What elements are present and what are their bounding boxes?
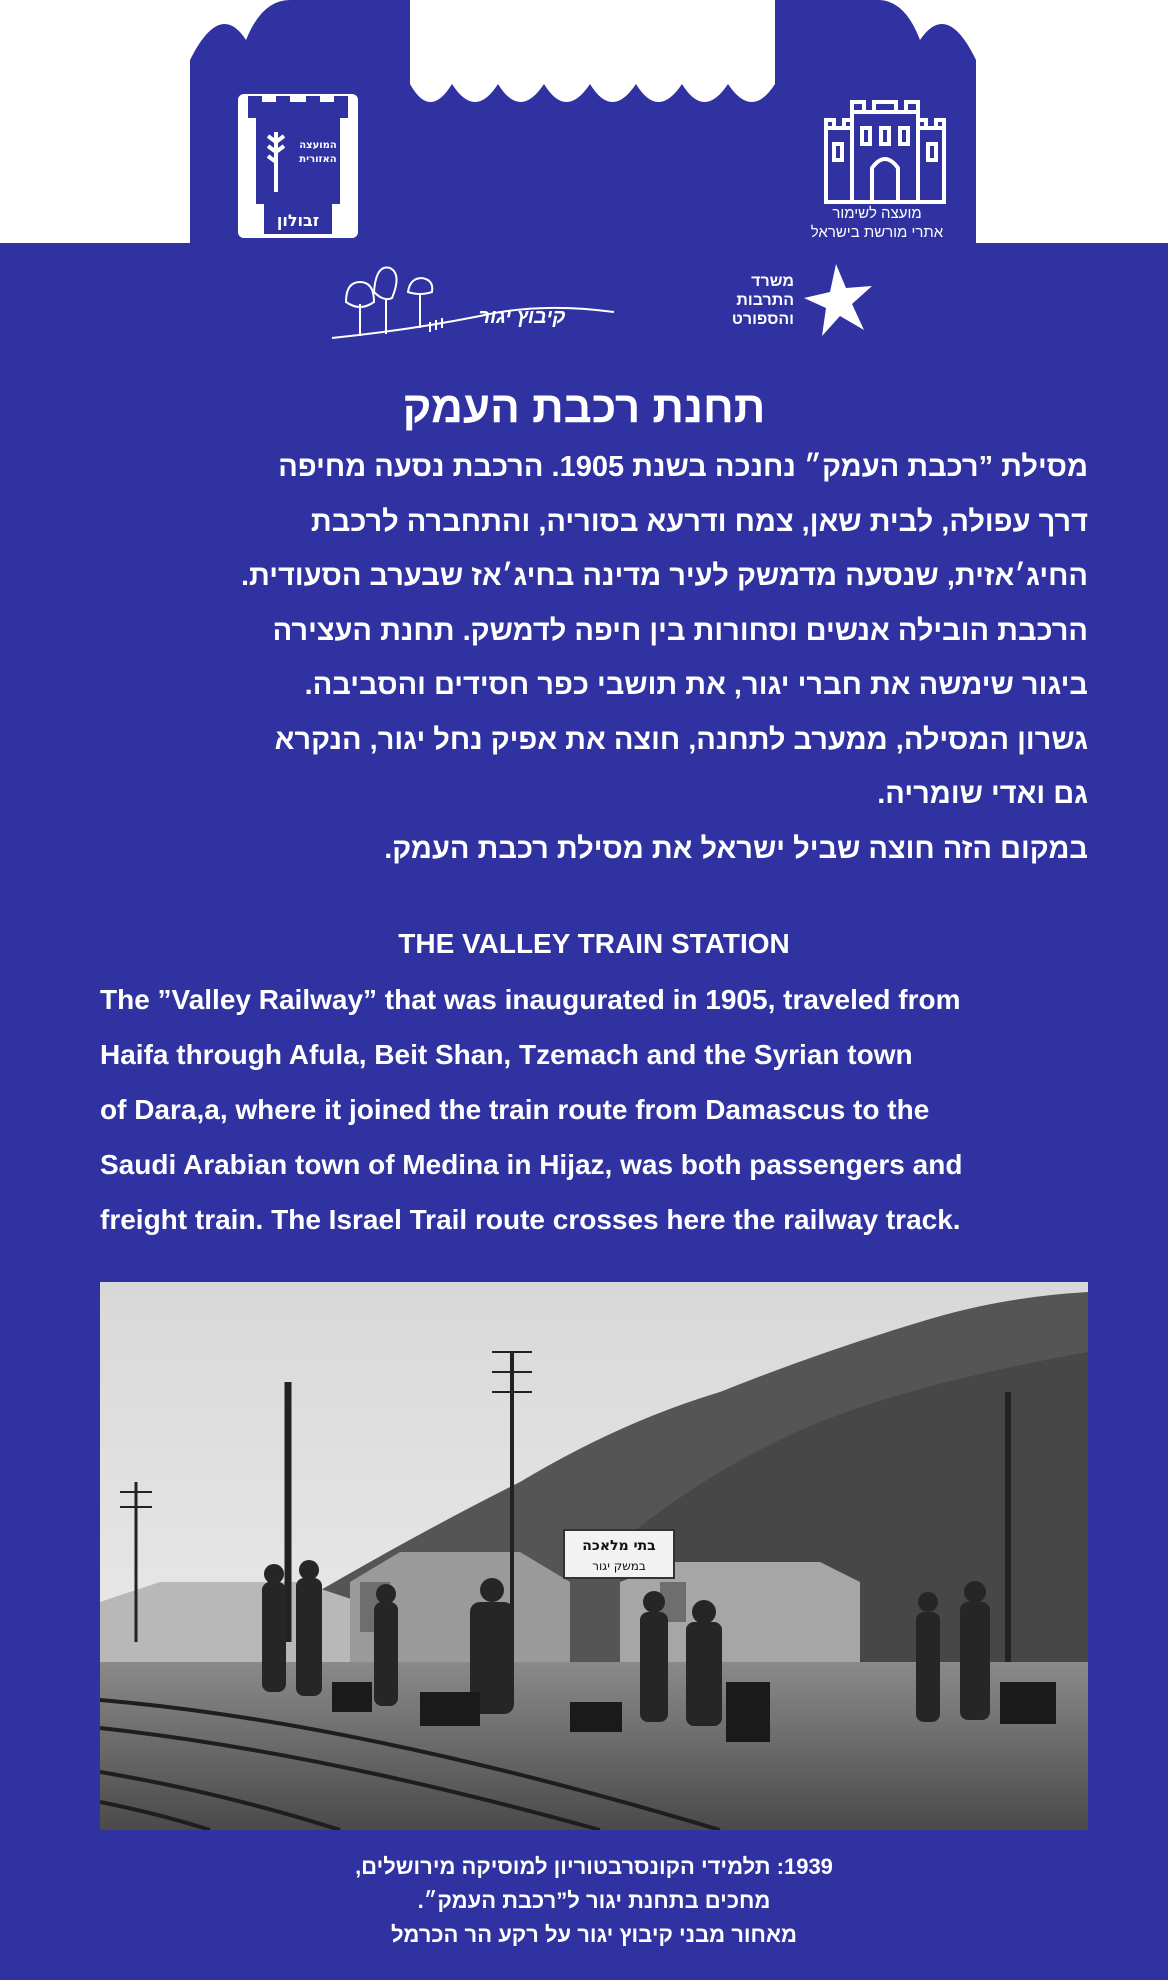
building-icon — [826, 102, 944, 202]
english-line: The ”Valley Railway” that was inaugurated in 1905, traveled from — [100, 984, 961, 1015]
star-icon — [804, 264, 872, 336]
heritage-caption — [790, 204, 964, 242]
hebrew-line: החיג׳אזית, שנסעה מדמשק לעיר מדינה בחיג׳אז שבערב הסעודית. — [241, 560, 1088, 592]
yagur-name: קיבוץ יגור — [478, 306, 566, 328]
zvulun-line1: המועצה — [299, 140, 337, 151]
english-line: Haifa through Afula, Beit Shan, Tzemach and the Syrian town — [100, 1039, 913, 1070]
caption-line: מאחור מבני קיבוץ יגור על רקע הר הכרמל — [391, 1922, 797, 1947]
zvulun-name: זבולון — [276, 211, 320, 230]
english-body — [100, 972, 1090, 1247]
english-title: THE VALLEY TRAIN STATION — [398, 928, 790, 959]
ministry-line2: התרבות — [736, 292, 794, 309]
ministry-line3: והספורט — [731, 311, 794, 328]
heritage-line2: אתרי מורשת בישראל — [810, 224, 944, 241]
heritage-logo — [820, 98, 950, 208]
zvulun-logo — [236, 92, 360, 240]
zvulun-line2: האזורית — [299, 154, 337, 165]
hebrew-line: ביגור שימשה את חברי יגור, את תושבי כפר חסידים והסביבה. — [304, 669, 1088, 701]
ministry-text — [700, 272, 794, 329]
english-line: freight train. The Israel Trail route crosses here the railway track. — [100, 1204, 961, 1235]
photo-workshop-sign — [564, 1530, 674, 1578]
hebrew-line: דרך עפולה, לבית שאן, צמח ודרעא בסוריה, והתחברה לרכבת — [310, 505, 1088, 538]
historical-photo — [100, 1282, 1088, 1830]
hebrew-line: במקום הזה חוצה שביל ישראל את מסילת רכבת העמק. — [384, 832, 1088, 865]
hebrew-line: גשרון המסילה, ממערב לתחנה, חוצה את אפיק נחל יגור, הנקרא — [274, 723, 1088, 756]
caption-line: 1939: תלמידי הקונסרבטוריון למוסיקה מירושלים, — [355, 1854, 833, 1879]
photo-sign-line2: במשק יגור — [592, 1559, 646, 1573]
hebrew-line: גם ואדי שומריה. — [877, 778, 1088, 810]
english-line: Saudi Arabian town of Medina in Hijaz, was both passengers and — [100, 1149, 963, 1180]
yagur-logo — [330, 262, 616, 342]
hebrew-body — [98, 440, 1088, 876]
castle-crenellation — [410, 0, 775, 102]
hebrew-title: תחנת רכבת העמק — [402, 383, 766, 432]
hebrew-line: הרכבת הובילה אנשים וסחורות בין חיפה לדמשק. תחנת העצירה — [272, 614, 1088, 647]
caption-line: מחכים בתחנת יגור ל”רכבת העמק״. — [417, 1888, 771, 1913]
heritage-line1: מועצה לשימור — [832, 205, 922, 222]
hebrew-line: מסילת ”רכבת העמק״ נחנכה בשנת 1905. הרכבת נסעה מחיפה — [278, 451, 1088, 483]
ministry-line1: משרד — [751, 273, 794, 290]
english-line: of Dara,a, where it joined the train route from Damascus to the — [100, 1094, 930, 1125]
photo-caption — [100, 1850, 1088, 1952]
photo-sign-line1: בתי מלאכה — [582, 1538, 656, 1554]
